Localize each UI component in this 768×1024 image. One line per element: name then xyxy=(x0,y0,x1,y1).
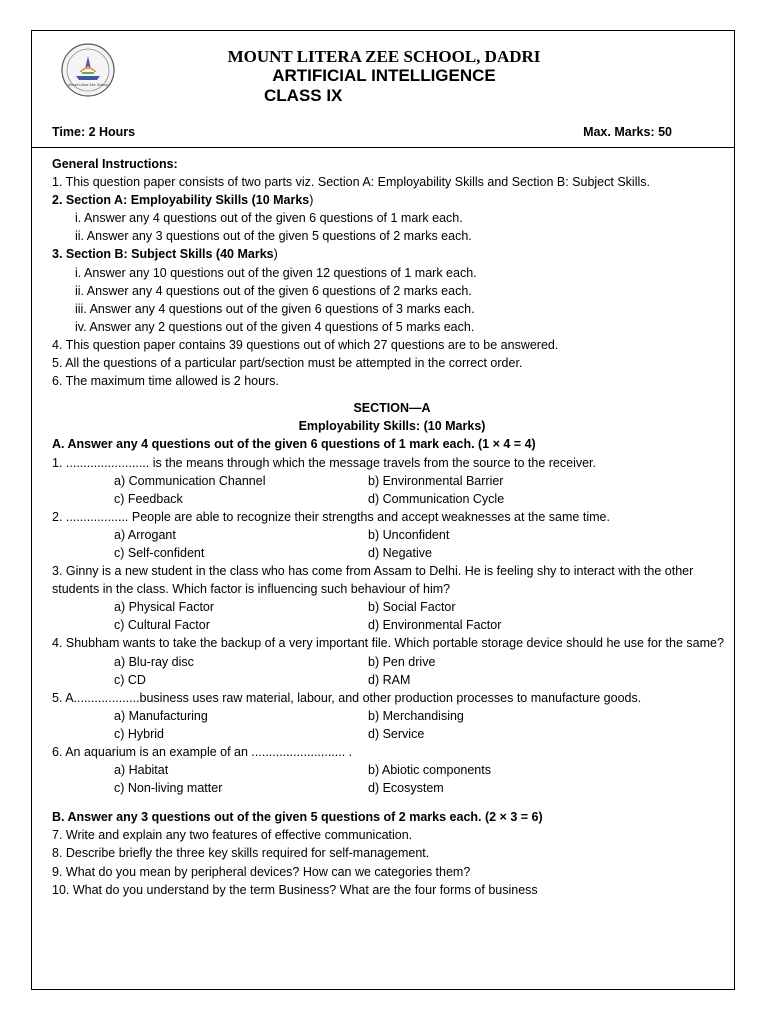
instruction-2-i: i. Answer any 4 questions out of the given 6 questions of 1 mark each. xyxy=(75,211,463,226)
time-label: Time: 2 Hours xyxy=(52,125,136,139)
header-divider xyxy=(31,147,735,148)
question-6-options-row-1: a) Habitat b) Abiotic components xyxy=(114,763,491,778)
question-2-options-row-2: c) Self-confident d) Negative xyxy=(114,545,432,560)
question-3: 3. Ginny is a new student in the class who has come from Assam to Delhi. He is feeling shy to interact with the other students in the class. Which factor is influencing such behaviour of him? xyxy=(52,564,694,597)
instruction-1: 1. This question paper consists of two parts viz. Section A: Employability Skills and Section B: Subject Skills. xyxy=(52,175,650,190)
instruction-3-ii: ii. Answer any 4 questions out of the given 6 questions of 2 marks each. xyxy=(75,283,472,298)
question-1-options-row-2: c) Feedback d) Communication Cycle xyxy=(114,491,505,506)
part-b-heading: B. Answer any 3 questions out of the given 5 questions of 2 marks each. (2 × 3 = 6) xyxy=(52,810,543,825)
question-5: 5. A...................business uses raw material, labour, and other production processes to manufacture goods. xyxy=(52,690,642,705)
instruction-3-i: i. Answer any 10 questions out of the given 12 questions of 1 mark each. xyxy=(75,265,477,280)
instruction-4: 4. This question paper contains 39 questions out of which 27 questions are to be answered. xyxy=(52,337,559,352)
question-10: 10. What do you understand by the term Business? What are the four forms of business xyxy=(52,882,538,897)
spacer xyxy=(52,390,732,399)
svg-text:Mount Litera Zee School: Mount Litera Zee School xyxy=(68,83,108,87)
question-5-options-row-2: c) Hybrid d) Service xyxy=(114,726,425,741)
question-paper-body xyxy=(52,155,732,899)
subject-title: ARTIFICIAL INTELLIGENCE xyxy=(272,66,496,85)
instruction-2-ii: ii. Answer any 3 questions out of the given 5 questions of 2 marks each. xyxy=(75,229,472,244)
part-a-heading: A. Answer any 4 questions out of the given 6 questions of 1 mark each. (1 × 4 = 4) xyxy=(52,437,536,452)
instruction-3-iv: iv. Answer any 2 questions out of the given 4 questions of 5 marks each. xyxy=(75,319,475,334)
school-name: MOUNT LITERA ZEE SCHOOL, DADRI xyxy=(227,47,541,66)
instruction-5: 5. All the questions of a particular part/section must be attempted in the correct order. xyxy=(52,356,523,371)
question-4-options-row-2: c) CD d) RAM xyxy=(114,672,411,687)
question-6-options-row-2: c) Non-living matter d) Ecosystem xyxy=(114,781,444,796)
question-8: 8. Describe briefly the three key skills required for self-management. xyxy=(52,846,430,861)
instruction-6: 6. The maximum time allowed is 2 hours. xyxy=(52,374,279,389)
instructions-heading: General Instructions: xyxy=(52,157,178,171)
instruction-3-iii: iii. Answer any 4 questions out of the given 6 questions of 3 marks each. xyxy=(75,301,475,316)
question-6: 6. An aquarium is an example of an ........................... . xyxy=(52,745,353,759)
question-5-options-row-1: a) Manufacturing b) Merchandising xyxy=(114,708,464,723)
class-title: CLASS IX xyxy=(264,86,343,105)
question-4-options-row-1: a) Blu-ray disc b) Pen drive xyxy=(114,654,436,669)
question-9: 9. What do you mean by peripheral devices? How can we categories them? xyxy=(52,864,471,879)
max-marks-label: Max. Marks: 50 xyxy=(583,125,672,139)
question-4: 4. Shubham wants to take the backup of a very important file. Which portable storage device should he use for the same? xyxy=(52,636,724,651)
question-1-options-row-1: a) Communication Channel b) Environmental Barrier xyxy=(114,473,504,488)
instruction-2: 2. Section A: Employability Skills (10 Marks) xyxy=(52,193,314,208)
question-7: 7. Write and explain any two features of effective communication. xyxy=(52,828,413,843)
instruction-3: 3. Section B: Subject Skills (40 Marks) xyxy=(52,247,278,262)
question-3-options-row-1: a) Physical Factor b) Social Factor xyxy=(114,600,456,615)
section-a-title: SECTION—A xyxy=(353,401,431,416)
question-3-options-row-2: c) Cultural Factor d) Environmental Factor xyxy=(114,618,502,633)
question-1: 1. ........................ is the means through which the message travels from the source to the receiver. xyxy=(52,455,596,470)
question-2: 2. .................. People are able to recognize their strengths and accept weaknesses at the same time. xyxy=(52,509,610,524)
spacer xyxy=(52,797,732,808)
section-a-subtitle: Employability Skills: (10 Marks) xyxy=(298,419,486,434)
question-2-options-row-1: a) Arrogant b) Unconfident xyxy=(114,527,450,542)
